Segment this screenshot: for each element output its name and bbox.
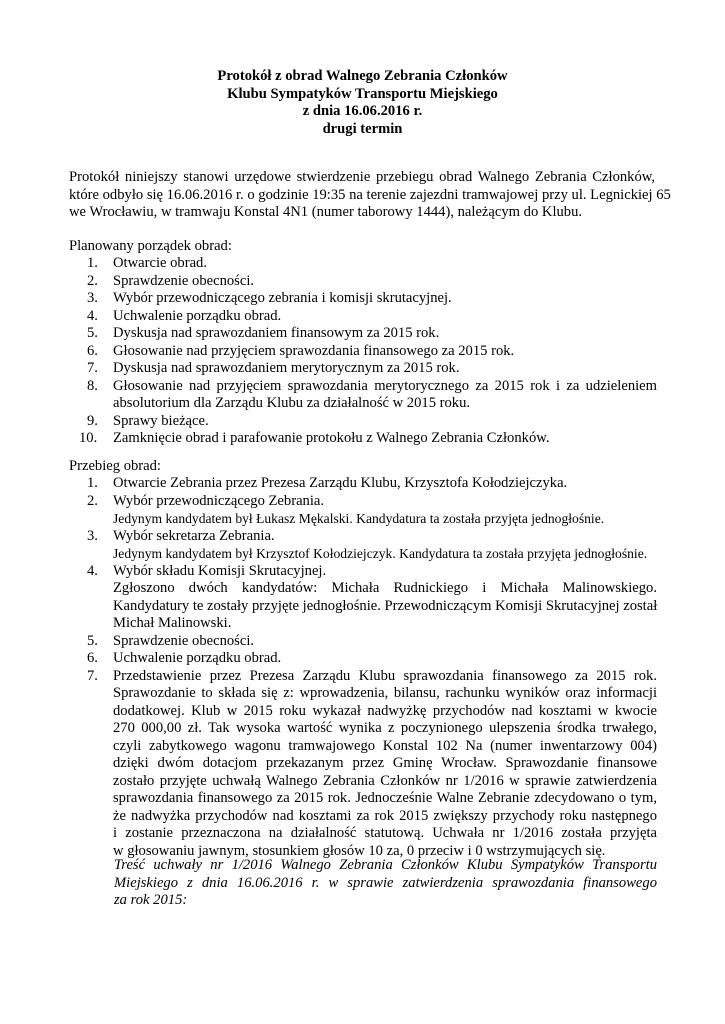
item-text: Zgłoszono dwóch kandydatów: Michała Rudnickiego i Michała Malinowskiego. (113, 580, 657, 596)
item-note: Jedynym kandydatem był Łukasz Mękalski. Kandydatura ta została przyjęta jednogłośnie. (113, 511, 605, 526)
proceedings-list (69, 475, 657, 860)
item-text: Otwarcie Zebrania przez Prezesa Zarządu Klubu, Krzysztofa Kołodziejczyka. (113, 475, 568, 491)
proceedings-item (69, 563, 657, 633)
item-number: 1. (87, 255, 98, 271)
item-text: Przedstawienie przez Prezesa Zarządu Klubu sprawozdania finansowego za 2015 rok. (113, 667, 657, 684)
item-text: Głosowanie nad przyjęciem sprawozdania merytorycznego za 2015 rok i za udzieleniem (113, 377, 657, 394)
agenda-item (69, 308, 657, 326)
item-text: i zostanie przeznaczona na działalność statutową. Uchwała nr 1/2016 została przyjęta (113, 825, 657, 841)
item-text: Dyskusja nad sprawozdaniem finansowym za 2015 rok. (113, 325, 440, 341)
resolution-paragraph (114, 857, 657, 910)
proceedings-item (69, 668, 657, 861)
agenda-item (69, 360, 657, 378)
item-text: dzięki dwóm dotacjom przekazanym przez Gminę Wrocław. Sprawozdanie finansowe (113, 755, 657, 771)
item-text: Wybór sekretarza Zebrania. (113, 527, 275, 544)
item-text: Uchwalenie porządku obrad. (113, 307, 282, 324)
document-title (0, 68, 725, 138)
proceedings-item (69, 633, 657, 651)
item-text: sprawozdania finansowego za 2015 rok. Jednocześnie Walne Zebranie zdecydowano o tym, (113, 790, 657, 806)
item-text: Sprawy bieżące. (113, 412, 209, 429)
item-number: 3. (87, 527, 98, 544)
item-number: 9. (87, 412, 98, 429)
agenda-item (69, 413, 657, 431)
proceedings-item (69, 475, 657, 493)
agenda-item (69, 255, 657, 273)
item-text: w głosowaniu jawnym, stosunkiem głosów 10 za, 0 przeciw i 0 wstrzymujących się. (113, 842, 606, 859)
agenda-item (69, 325, 657, 343)
item-number: 5. (87, 325, 98, 341)
item-number: 2. (87, 272, 98, 289)
item-number: 3. (87, 290, 98, 306)
agenda-heading: Planowany porządek obrad: (69, 238, 232, 254)
item-number: 5. (87, 632, 98, 649)
item-text: Sprawozdanie to składa się z: wprowadzenia, bilansu, rachunku wyników oraz informacji (113, 685, 657, 701)
item-text: Wybór przewodniczącego Zebrania. (113, 492, 325, 509)
proceedings-item (69, 528, 657, 563)
item-text: Głosowanie nad przyjęciem sprawozdania finansowego za 2015 rok. (113, 342, 515, 359)
proceedings-heading: Przebieg obrad: (69, 458, 161, 474)
resolution-line: za rok 2015: (114, 892, 188, 908)
item-number: 7. (87, 667, 98, 684)
item-text: Sprawdzenie obecności. (113, 272, 255, 289)
item-number: 2. (87, 492, 98, 509)
item-text: Zamknięcie obrad i parafowanie protokołu z Walnego Zebrania Członków. (113, 430, 550, 446)
item-text: 270 000,00 zł. Tak wysoka wartość wynika z poczynionego ulepszenia środka trwałego, (113, 720, 657, 736)
intro-line: które odbyło się 16.06.2016 r. o godzinie 19:35 na terenie zajezdni tramwajowej przy ul. Legnickiej 65 (69, 186, 671, 203)
intro-paragraph (69, 169, 671, 222)
title-line: drugi termin (322, 120, 403, 137)
proceedings-item (69, 650, 657, 668)
item-text: Otwarcie obrad. (113, 255, 208, 271)
item-text: zostało przyjęte uchwałą Walnego Zebrania Członków nr 1/2016 w sprawie zatwierdzenia (113, 772, 657, 789)
resolution-line: Miejskiego z dnia 16.06.2016 r. w sprawie zatwierdzenia sprawozdania finansowego (114, 874, 657, 891)
item-text: dodatkowej. Klub w 2015 roku wykazał nadwyżkę przychodów nad kosztami w kwocie (113, 702, 657, 719)
title-line: Protokół z obrad Walnego Zebrania Członków (217, 68, 508, 84)
item-text: Uchwalenie porządku obrad. (113, 650, 282, 666)
item-text: że nadwyżka przychodów nad kosztami za rok 2015 zwiększy przychody roku następnego (113, 807, 657, 824)
agenda-item (69, 290, 657, 308)
agenda-item (69, 273, 657, 291)
agenda-item (69, 343, 657, 361)
item-number: 6. (87, 342, 98, 359)
item-number: 4. (87, 562, 98, 579)
item-number: 8. (87, 377, 98, 394)
proceedings-item (69, 493, 657, 528)
title-line: z dnia 16.06.2016 r. (302, 103, 423, 119)
item-text: Sprawdzenie obecności. (113, 632, 255, 649)
item-number: 1. (87, 475, 98, 491)
intro-line: we Wrocławiu, w tramwaju Konstal 4N1 (numer taborowy 1444), należącym do Klubu. (69, 204, 583, 220)
agenda-item (69, 378, 657, 413)
item-text: Wybór przewodniczącego zebrania i komisji skrutacyjnej. (113, 290, 452, 306)
intro-line: Protokół niniejszy stanowi urzędowe stwierdzenie przebiegu obrad Walnego Zebrania Członków, (69, 169, 655, 185)
item-number: 6. (87, 650, 98, 666)
item-number: 10. (79, 430, 98, 446)
item-text: absolutorium dla Zarządu Klubu za działalność w 2015 roku. (113, 395, 471, 411)
item-text: Kandydatury te zostały przyjęte jednogłośnie. Przewodniczącym Komisji Skrutacyjnej został (113, 597, 658, 614)
item-text: Michał Malinowski. (113, 615, 232, 631)
agenda-item (69, 430, 657, 448)
item-text: czyli zabytkowego wagonu tramwajowego Konstal 102 Na (numer inwentarzowy 004) (113, 737, 657, 754)
item-text: Wybór składu Komisji Skrutacyjnej. (113, 562, 327, 579)
agenda-list (69, 255, 657, 448)
item-text: Dyskusja nad sprawozdaniem merytorycznym za 2015 rok. (113, 360, 460, 376)
title-line: Klubu Sympatyków Transportu Miejskiego (227, 85, 498, 102)
item-number: 4. (87, 307, 98, 324)
item-note: Jedynym kandydatem był Krzysztof Kołodziejczyk. Kandydatura ta została przyjęta jednogłośnie. (113, 546, 648, 561)
item-number: 7. (87, 360, 98, 376)
resolution-line: Treść uchwały nr 1/2016 Walnego Zebrania Członków Klubu Sympatyków Transportu (114, 857, 657, 873)
